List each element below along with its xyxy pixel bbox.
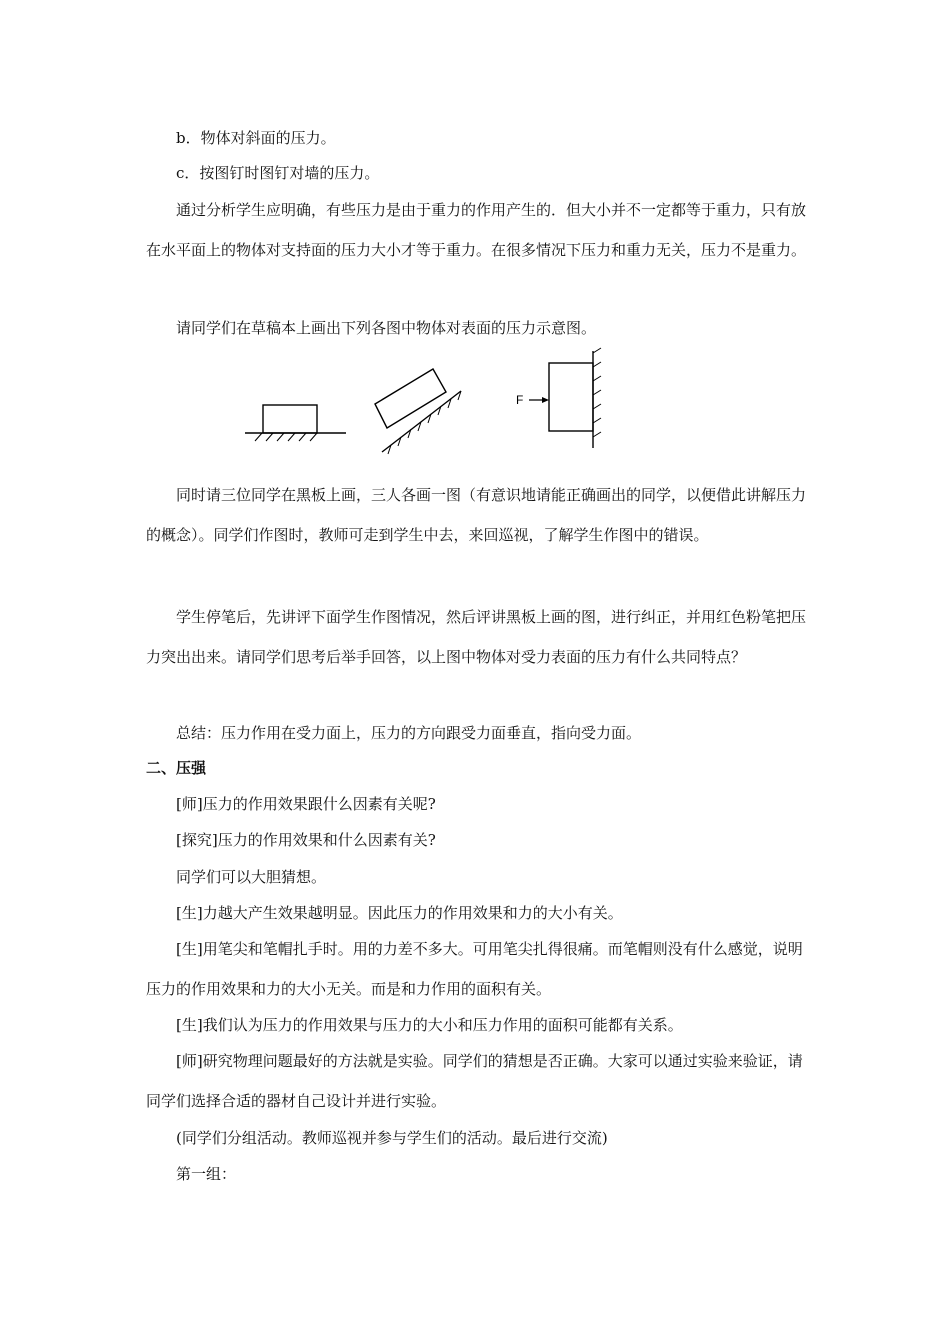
paragraph-review: 学生停笔后，先讲评下面学生作图情况，然后评讲黑板上画的图，进行纠正，并用红色粉笔把压力突出出来。请同学们思考后举手回答，以上图中物体对受力表面的压力有什么共同特点？ [146, 608, 807, 666]
paragraph-c: c．按图钉时图钉对墙的压力。 [176, 164, 380, 182]
pressure-diagrams [240, 345, 610, 460]
paragraph-group-one: 第一组： [176, 1165, 237, 1183]
paragraph-student-1: [生]力越大产生效果越明显。因此压力的作用效果和力的大小有关。 [176, 904, 623, 922]
force-label: F [516, 393, 524, 407]
paragraph-analysis: 通过分析学生应明确，有些压力是由于重力的作用产生的．但大小并不一定都等于重力，只有放在水平面上的物体对支持面的压力大小才等于重力。在很多情况下压力和重力无关，压力不是重力。 [146, 201, 807, 259]
paragraph-group-activity: (同学们分组活动。教师巡视并参与学生们的活动。最后进行交流) [176, 1129, 608, 1147]
paragraph-teacher-experiment: [师]研究物理问题最好的方法就是实验。同学们的猜想是否正确。大家可以通过实验来验证，请同学们选择合适的器材自己设计并进行实验。 [146, 1052, 803, 1110]
block-on-wall-diagram [516, 348, 601, 448]
paragraph-inquiry: [探究]压力的作用效果和什么因素有关? [176, 831, 436, 849]
paragraph-summary: 总结：压力作用在受力面上，压力的方向跟受力面垂直，指向受力面。 [176, 724, 642, 742]
paragraph-student-2: [生]用笔尖和笔帽扎手时。用的力差不多大。可用笔尖扎得很痛。而笔帽则没有什么感觉，说明压力的作用效果和力的大小无关。而是和力作用的面积有关。 [146, 940, 803, 998]
block-on-floor-diagram [245, 405, 346, 441]
paragraph-b: b．物体对斜面的压力。 [176, 129, 336, 147]
paragraph-student-3: [生]我们认为压力的作用效果与压力的大小和压力作用的面积可能都有关系。 [176, 1016, 683, 1034]
paragraph-guess: 同学们可以大胆猜想。 [176, 868, 327, 886]
paragraph-draw-instruction: 请同学们在草稿本上画出下列各图中物体对表面的压力示意图。 [176, 319, 597, 337]
block-on-incline-diagram [375, 369, 461, 454]
paragraph-teacher-question: [师]压力的作用效果跟什么因素有关呢? [176, 795, 436, 813]
section-heading-pressure: 二、压强 [146, 759, 207, 777]
paragraph-blackboard: 同时请三位同学在黑板上画，三人各画一图（有意识地请能正确画出的同学，以便借此讲解压力的概念）。同学们作图时，教师可走到学生中去，来回巡视，了解学生作图中的错误。 [146, 486, 807, 544]
